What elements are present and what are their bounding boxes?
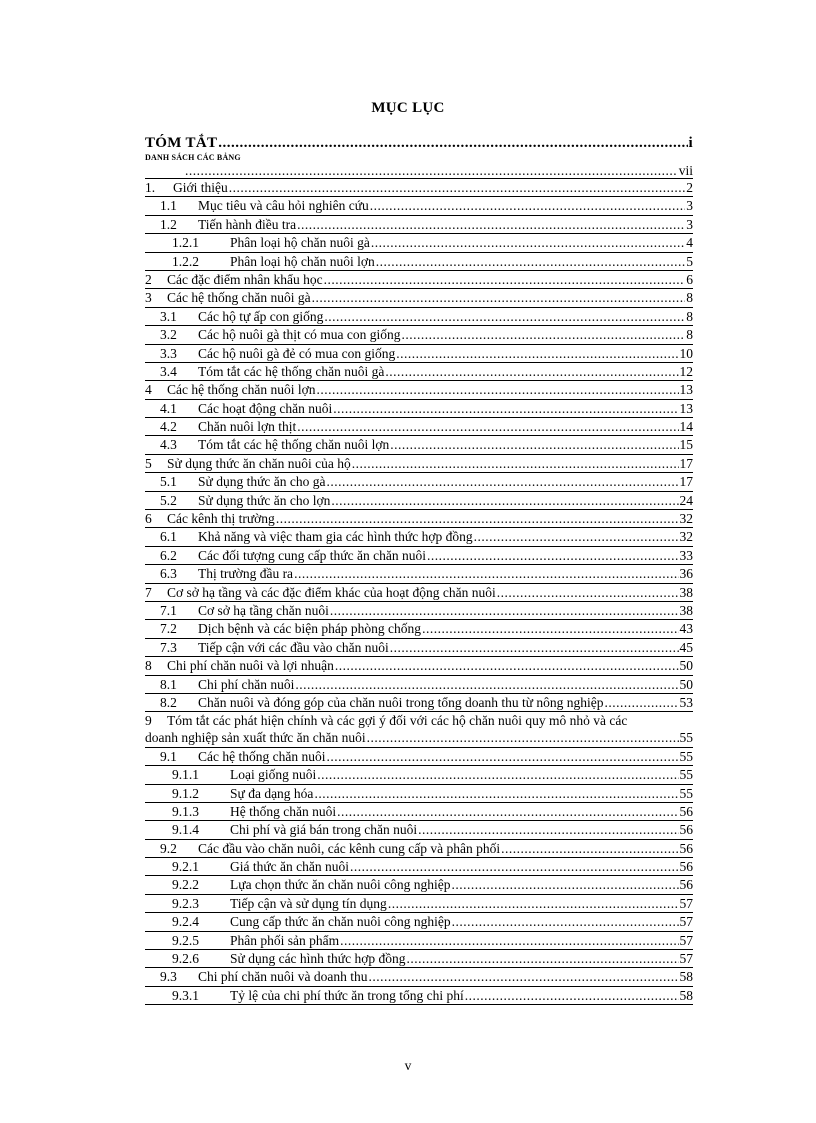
toc-entry-9-line1[interactable]: [145, 712, 693, 729]
toc-entry-number: 7.1: [160, 602, 177, 618]
toc-entry-page: vii: [678, 163, 693, 178]
toc-entry[interactable]: [145, 271, 693, 289]
toc-entry-number: 5: [145, 455, 152, 471]
toc-entry-number: 8: [145, 658, 152, 674]
toc-entry-number: 9.3: [160, 969, 177, 985]
toc-leader-dots: [294, 565, 678, 582]
toc-entry-number: 9.1.3: [172, 803, 199, 819]
toc-entry-number: 6.3: [160, 566, 177, 582]
toc-entry-page: 13: [679, 382, 693, 398]
toc-entry-page: 50: [679, 676, 693, 692]
toc-leader-dots: [376, 253, 686, 270]
toc-leader-dots: [297, 418, 678, 435]
toc-entry[interactable]: [145, 326, 693, 344]
toc-entry[interactable]: [145, 968, 693, 986]
toc-entry-text: Các đầu vào chăn nuôi, các kênh cung cấp và phân phối: [198, 840, 501, 856]
toc-entry[interactable]: [145, 197, 693, 215]
toc-entry-text: Các hoạt động chăn nuôi: [198, 400, 333, 416]
toc-leader-dots: [218, 133, 687, 153]
toc-entry-page: 8: [686, 327, 693, 343]
toc-leader-dots: [427, 547, 679, 564]
toc-entry[interactable]: [145, 381, 693, 399]
toc-leader-dots: [185, 163, 678, 178]
toc-entry-summary[interactable]: [145, 133, 693, 153]
toc-entry[interactable]: [145, 602, 693, 620]
toc-entry[interactable]: [145, 620, 693, 638]
toc-entry[interactable]: [145, 492, 693, 510]
toc-entry-page: 56: [679, 803, 693, 819]
toc-leader-dots: [276, 510, 679, 527]
toc-entry-page: 57: [679, 951, 693, 967]
toc-entry-tables-continuation[interactable]: [145, 163, 693, 179]
toc-leader-dots: [350, 858, 678, 875]
toc-leader-dots: [331, 492, 678, 509]
toc-entry-page: 38: [679, 602, 693, 618]
toc-entry[interactable]: [145, 308, 693, 326]
toc-entry-number: 3.4: [160, 363, 177, 379]
toc-entry-page: 56: [679, 840, 693, 856]
toc-entry[interactable]: [145, 876, 693, 894]
toc-entry-number: 5.1: [160, 474, 177, 490]
toc-entry-text: Lựa chọn thức ăn chăn nuôi công nghiệp: [230, 877, 451, 893]
table-of-contents: [145, 133, 693, 1005]
toc-entry-page: 32: [679, 511, 693, 527]
toc-leader-dots: [316, 381, 678, 398]
toc-entry-page: i: [688, 135, 693, 151]
toc-entry-page: 56: [679, 822, 693, 838]
toc-entry-number: 9.2.6: [172, 951, 199, 967]
toc-entry-9-line2[interactable]: [145, 729, 693, 747]
toc-entry-text: Các hệ thống chăn nuôi lợn: [167, 382, 316, 398]
page-number-footer: v: [404, 1058, 412, 1073]
toc-entry-number: 6.1: [160, 529, 177, 545]
toc-entry[interactable]: [145, 179, 693, 197]
toc-leader-dots: [401, 326, 685, 343]
toc-entry-number: 9.2: [160, 840, 177, 856]
toc-leader-dots: [497, 584, 679, 601]
toc-entry-page: 8: [686, 308, 693, 324]
toc-leader-dots: [368, 968, 678, 985]
toc-entry-text: Sử dụng thức ăn cho gà: [198, 474, 326, 490]
toc-entry[interactable]: [145, 840, 693, 858]
toc-entry[interactable]: [145, 657, 693, 675]
toc-entry[interactable]: [145, 858, 693, 876]
toc-leader-dots: [229, 179, 685, 196]
toc-entry-text: TÓM TẮT: [145, 135, 218, 151]
toc-entry-page: 36: [679, 566, 693, 582]
toc-entry-text: Hệ thống chăn nuôi: [230, 803, 337, 819]
toc-entry[interactable]: [145, 803, 693, 821]
toc-entry-text: Phân loại hộ chăn nuôi lợn: [230, 253, 375, 269]
toc-entry-number: 9.2.3: [172, 895, 199, 911]
toc-entry-number: 4.2: [160, 419, 177, 435]
toc-entry-text: Tiến hành điều tra: [198, 216, 297, 232]
toc-entry-number: 9.1.2: [172, 785, 199, 801]
toc-entry-text: Chi phí và giá bán trong chăn nuôi: [230, 822, 418, 838]
toc-entry-text: Sử dụng các hình thức hợp đồng: [230, 951, 406, 967]
toc-leader-dots: [451, 876, 678, 893]
toc-entry[interactable]: [145, 565, 693, 583]
toc-entry-page: 15: [679, 437, 693, 453]
toc-entry[interactable]: [145, 289, 693, 307]
toc-entry[interactable]: [145, 436, 693, 454]
toc-entry-page: 6: [686, 271, 693, 287]
toc-entry-text: Các đặc điểm nhân khẩu học: [167, 271, 323, 287]
toc-entry-text: Giá thức ăn chăn nuôi: [230, 859, 350, 875]
toc-entry-number: 7.2: [160, 621, 177, 637]
toc-entry-page: 17: [679, 455, 693, 471]
toc-entry-number: 3.2: [160, 327, 177, 343]
toc-entry-number: 1.1: [160, 198, 177, 214]
toc-entry-page: 58: [679, 987, 693, 1003]
toc-entry-text: Khả năng và việc tham gia các hình thức hợp đồng: [198, 529, 473, 545]
toc-entry[interactable]: [145, 345, 693, 363]
toc-entry-number: 2: [145, 271, 152, 287]
toc-leader-dots: [324, 308, 685, 325]
toc-entry-text: Các hệ thống chăn nuôi gà: [167, 290, 311, 306]
toc-entry[interactable]: [145, 363, 693, 381]
toc-entry-text: Sự đa dạng hóa: [230, 785, 314, 801]
toc-entry-page: 14: [679, 419, 693, 435]
toc-leader-dots: [388, 895, 679, 912]
toc-entry-number: 7.3: [160, 639, 177, 655]
toc-leader-dots: [385, 363, 678, 380]
toc-entry-number: 1.2.2: [172, 253, 199, 269]
toc-entry-number: 3.1: [160, 308, 177, 324]
toc-entry-page: 13: [679, 400, 693, 416]
toc-entry[interactable]: [145, 400, 693, 418]
toc-entry-text: Dịch bệnh và các biện pháp phòng chống: [198, 621, 422, 637]
toc-entry-text: Giới thiệu: [173, 180, 228, 195]
toc-entry-text: Phân phối sản phẩm: [230, 932, 340, 948]
toc-leader-dots: [326, 748, 678, 765]
toc-entry-page: 32: [679, 529, 693, 545]
toc-leader-dots: [297, 216, 685, 233]
toc-entry-number: 8.2: [160, 694, 177, 710]
toc-leader-dots: [337, 803, 678, 820]
toc-entry[interactable]: [145, 418, 693, 436]
toc-entry-text: Các hộ nuôi gà đẻ có mua con giống: [198, 345, 396, 361]
toc-entry-number: 1.2.1: [172, 235, 199, 251]
toc-entry[interactable]: [145, 748, 693, 766]
toc-leader-dots: [605, 694, 679, 711]
toc-entry-page: 58: [679, 969, 693, 985]
toc-entry-number: 4.1: [160, 400, 177, 416]
toc-entry-page: 3: [686, 216, 693, 232]
toc-entry[interactable]: [145, 216, 693, 234]
toc-entry-number: 5.2: [160, 492, 177, 508]
toc-entry-text: Thị trường đầu ra: [198, 566, 294, 582]
toc-entry-text: Phân loại hộ chăn nuôi gà: [230, 235, 370, 251]
toc-leader-dots: [312, 289, 686, 306]
toc-entry-text: Các hệ thống chăn nuôi: [198, 748, 326, 764]
toc-entry-page: 56: [679, 859, 693, 875]
toc-entry-text: DANH SÁCH CÁC BẢNG: [145, 153, 241, 162]
toc-entry-page: 2: [686, 180, 693, 195]
toc-leader-dots: [452, 913, 679, 930]
toc-entry-text: Cung cấp thức ăn chăn nuôi công nghiệp: [230, 914, 451, 930]
toc-entry-text: Chi phí chăn nuôi: [198, 676, 295, 692]
toc-entry-text: Tỷ lệ của chi phí thức ăn trong tổng chi phí: [230, 987, 464, 1003]
toc-entry-number: 8.1: [160, 676, 177, 692]
toc-entry-text: Tóm tắt các phát hiện chính và các gợi ý đối với các hộ chăn nuôi quy mô nhỏ và các: [167, 713, 628, 729]
toc-entry-text: Sử dụng thức ăn cho lợn: [198, 492, 331, 508]
toc-entry-page: 50: [679, 658, 693, 674]
toc-entry-text: doanh nghiệp sản xuất thức ăn chăn nuôi: [145, 730, 366, 746]
toc-entry-number: 4: [145, 382, 152, 398]
toc-entry-text: Cơ sở hạ tầng chăn nuôi: [198, 602, 329, 618]
toc-leader-dots: [295, 676, 678, 693]
toc-entry-text: Các kênh thị trường: [167, 511, 275, 527]
toc-entry-page: 5: [686, 253, 693, 269]
toc-entry-text: Mục tiêu và câu hỏi nghiên cứu: [198, 198, 369, 214]
toc-entry-number: 9.1: [160, 748, 177, 764]
toc-entry-text: Chi phí chăn nuôi và lợi nhuận: [167, 658, 334, 674]
toc-entry[interactable]: [145, 987, 693, 1005]
toc-entry-page: 3: [686, 198, 693, 214]
toc-entry-page: 55: [679, 730, 693, 746]
toc-leader-dots: [422, 620, 678, 637]
toc-leader-dots: [390, 639, 679, 656]
toc-entry[interactable]: [145, 528, 693, 546]
toc-entry[interactable]: [145, 913, 693, 931]
toc-entry-text: Tiếp cận và sử dụng tín dụng: [230, 895, 387, 911]
toc-leader-dots: [371, 234, 685, 251]
toc-entry-page: 4: [686, 235, 693, 251]
toc-entry-text: Cơ sở hạ tầng và các đặc điểm khác của hoạt động chăn nuôi: [167, 584, 496, 600]
toc-leader-dots: [327, 473, 679, 490]
toc-leader-dots: [317, 766, 678, 783]
toc-entry-text: Các hộ nuôi gà thịt có mua con giống: [198, 327, 401, 343]
toc-entry[interactable]: [145, 253, 693, 271]
toc-leader-dots: [390, 436, 678, 453]
toc-entry-number: 9.2.4: [172, 914, 199, 930]
toc-entry-page: 57: [679, 932, 693, 948]
toc-entry[interactable]: [145, 821, 693, 839]
toc-entry[interactable]: [145, 785, 693, 803]
toc-entry-number: 6: [145, 511, 152, 527]
toc-leader-dots: [418, 821, 678, 838]
toc-leader-dots: [407, 950, 679, 967]
toc-leader-dots: [396, 345, 678, 362]
toc-entry-number: 7: [145, 584, 152, 600]
toc-entry-number: 9.1.1: [172, 767, 199, 783]
toc-entry-text: Tiếp cận với các đầu vào chăn nuôi: [198, 639, 389, 655]
toc-entry-page: 10: [679, 345, 693, 361]
toc-entry-number: 3: [145, 290, 152, 306]
toc-entry-text: Sử dụng thức ăn chăn nuôi của hộ: [167, 455, 351, 471]
toc-entry-page: 57: [679, 914, 693, 930]
toc-entry-text: Chi phí chăn nuôi và doanh thu: [198, 969, 368, 985]
toc-leader-dots: [474, 528, 679, 545]
toc-entry-text: Chăn nuôi lợn thịt: [198, 419, 297, 435]
toc-leader-dots: [335, 657, 679, 674]
toc-entry-page: 53: [679, 694, 693, 710]
toc-entry-text: Chăn nuôi và đóng góp của chăn nuôi trong tổng doanh thu từ nông nghiệp: [198, 694, 604, 710]
toc-leader-dots: [370, 197, 685, 214]
toc-entry-number: 3.3: [160, 345, 177, 361]
toc-entry[interactable]: [145, 950, 693, 968]
toc-entry-number: 9: [145, 713, 152, 729]
toc-entry-number: 9.2.2: [172, 877, 199, 893]
toc-entry-text: Các đối tượng cung cấp thức ăn chăn nuôi: [198, 547, 426, 563]
toc-entry-number: 4.3: [160, 437, 177, 453]
toc-leader-dots: [314, 785, 678, 802]
toc-entry-number: 1.: [145, 180, 156, 195]
toc-leader-dots: [501, 840, 678, 857]
toc-entry-number: 9.3.1: [172, 987, 199, 1003]
toc-entry-number: 9.2.5: [172, 932, 199, 948]
toc-entry[interactable]: [145, 473, 693, 491]
toc-entry-page: 55: [679, 785, 693, 801]
page-title: MỤC LỤC: [371, 100, 445, 116]
toc-entry-page: 33: [679, 547, 693, 563]
toc-entry[interactable]: [145, 895, 693, 913]
toc-leader-dots: [324, 271, 686, 288]
toc-entry-page: 8: [686, 290, 693, 306]
toc-leader-dots: [333, 400, 678, 417]
toc-leader-dots: [340, 932, 678, 949]
toc-entry-number: 9.1.4: [172, 822, 199, 838]
toc-entry-page: 56: [679, 877, 693, 893]
toc-entry-text: Tóm tắt các hệ thống chăn nuôi lợn: [198, 437, 390, 453]
toc-entry[interactable]: [145, 584, 693, 602]
toc-leader-dots: [352, 455, 679, 472]
toc-entry-text: Tóm tắt các hệ thống chăn nuôi gà: [198, 363, 385, 379]
toc-entry[interactable]: [145, 676, 693, 694]
toc-entry[interactable]: [145, 639, 693, 657]
toc-entry[interactable]: [145, 766, 693, 784]
toc-leader-dots: [367, 729, 679, 746]
toc-leader-dots: [330, 602, 679, 619]
toc-entry[interactable]: [145, 510, 693, 528]
toc-entry-page: 57: [679, 895, 693, 911]
toc-entry[interactable]: [145, 932, 693, 950]
toc-entry-number: 1.2: [160, 216, 177, 232]
toc-entry-number: 6.2: [160, 547, 177, 563]
toc-entry-page: 24: [679, 492, 693, 508]
toc-entry[interactable]: [145, 547, 693, 565]
toc-entry-page: 38: [679, 584, 693, 600]
toc-entry-number: 9.2.1: [172, 859, 199, 875]
toc-entry[interactable]: [145, 694, 693, 712]
toc-entry-page: 17: [679, 474, 693, 490]
toc-entry-page: 55: [679, 767, 693, 783]
toc-entry-page: 43: [679, 621, 693, 637]
toc-entry-page: 12: [679, 363, 693, 379]
toc-entry-text: Loại giống nuôi: [230, 767, 317, 783]
toc-entry[interactable]: [145, 234, 693, 252]
toc-entry-tables[interactable]: [145, 153, 693, 163]
toc-entry[interactable]: [145, 455, 693, 473]
toc-entry-page: 45: [679, 639, 693, 655]
toc-leader-dots: [465, 987, 679, 1004]
toc-entry-text: Các hộ tự ấp con giống: [198, 308, 324, 324]
toc-entry-page: 55: [679, 748, 693, 764]
